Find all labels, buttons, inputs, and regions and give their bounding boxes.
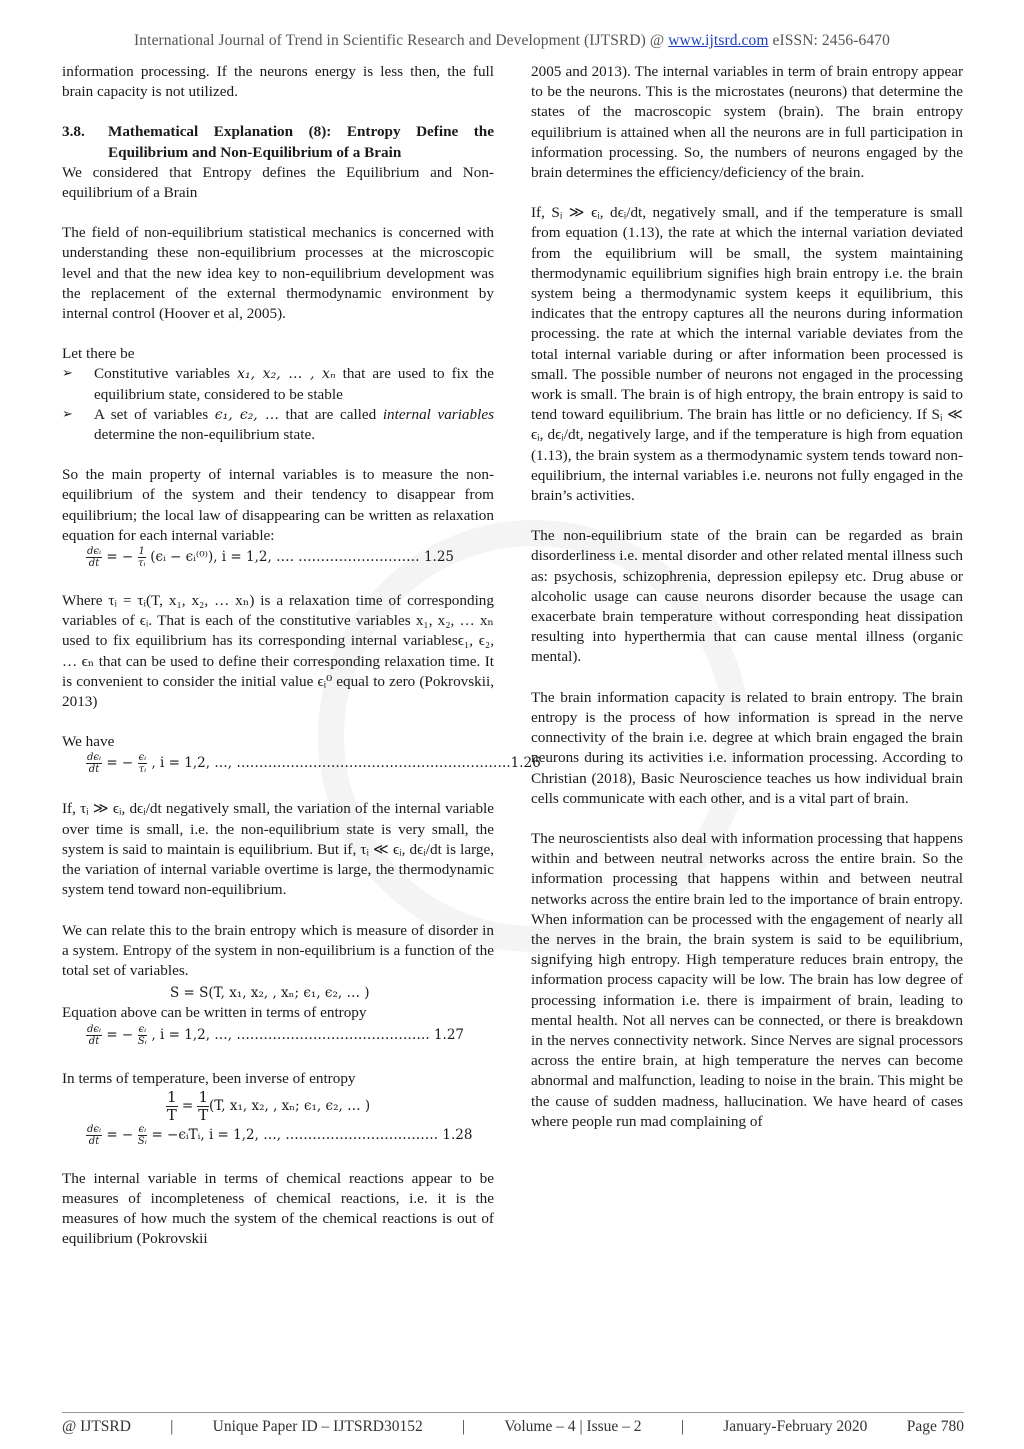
footer-separator: | [680,1418,684,1435]
emphasis-text: internal variables [382,405,494,423]
paragraph: We considered that Entropy defines the Equilibrium and Non-equilibrium of a Brain [62,163,494,202]
paragraph: Equation above can be written in terms of entropy [62,1004,367,1022]
paragraph: The internal variable in terms of chemical reactions appear to be measures of incompleteness of chemical reactions, i.e. it is the measures of how much the system of the chemical reactions is out of equilibrium (Pokrovskii [62,1169,494,1248]
equation-1-27: $\frac{\text{dϵᵢ}}{dt}$ = − $\frac{\text{ϵᵢ}}{\text{Sᵢ}}$ , i = 1,2, …, ……………………………………. 1.27 [87,1023,465,1047]
paragraph: So the main property of internal variables is to measure the non-equilibrium of the system and their tendency to disappear from equilibrium; the local law of disappearing can be written as relaxation equation for each internal variable: [62,466,494,544]
paragraph: The field of non-equilibrium statistical mechanics is concerned with understanding these non-equilibrium processes at the microscopic level and that the new idea key to non-equilibrium development was the replacement of the external thermodynamic environment by internal control (Hoover et al, 2005). [62,224,494,323]
journal-url[interactable]: www.ijtsrd.com [668,32,769,49]
footer-paper-id: Unique Paper ID – IJTSRD30152 [212,1418,423,1435]
fraction: $\frac{\text{dϵᵢ}}{dt}$ [87,752,102,776]
footer-separator: | [170,1418,174,1435]
footer-separator: | [462,1418,466,1435]
paragraph: In terms of temperature, been inverse of entropy [62,1069,356,1087]
fraction: $\frac{\text{dϵᵢ}}{dt}$ [87,546,102,570]
list-item [62,364,494,404]
let-line: Let there be [62,345,135,363]
we-have-line: We have [62,733,115,751]
paragraph: 2005 and 2013). The internal variables in term of brain entropy appear to be the neurons. This is the microstates (neurons) that determine the states of the macroscopic system (brain). The brain entropy equilibrium is attained when all the neurons are in full participation in information processing. So, the numbers of neurons engaged by the brain determines the efficiency/deficiency of the brain. [531,63,963,182]
fraction: $\frac{1}{T}$ [166,1087,177,1124]
section-number: 3.8. [62,123,85,141]
arrow-bullet-icon: ➢ [62,366,73,382]
bullet-list [62,364,494,445]
section-title: Mathematical Explanation (8): Entropy Define the Equilibrium and Non-Equilibrium of a Brain [108,123,494,161]
bullet-text: determine the non-equilibrium state. [94,426,315,444]
paragraph: The brain information capacity is related to brain entropy. The brain entropy is the process of how information is spread in the nerve connectivity of the brain i.e. degree at which brain engaged the brain neurons during its activities i.e. information processing. According to Christian (2018), Basic Neuroscience teaches us how individual brain cells communicate with each other, and is a vital part of brain. [531,688,963,807]
fraction: $\frac{\text{ϵᵢ}}{\text{Sᵢ}}$ [137,1023,147,1047]
footer-divider [62,1412,964,1413]
issn: eISSN: 2456-6470 [772,32,890,49]
footer-site: @ IJTSRD [62,1418,131,1435]
paragraph: Where τᵢ = τᵢ(T, x₁, x₂, … xₙ) is a relaxation time of corresponding variables of ϵᵢ. That is each of the constitutive variables x₁, x₂, … xₙ used to fix equilibrium has its corresponding internal variablesϵ₁, ϵ₂, … ϵₙ that can be used to define their corresponding relaxation time. It is convenient to consider the initial value ϵᵢ⁰ equal to zero (Pokrovskii, 2013) [62,592,494,711]
fraction: $\frac{\text{ϵᵢ}}{\text{τᵢ}}$ [138,752,147,776]
fraction: $\frac{1}{T}$ [198,1087,209,1124]
paragraph: The neuroscientists also deal with information processing that happens within and between neutral networks across the entire brain. So the information processing that happens within and between neutral networks across the entire brain led to the importance of brain entropy. When information can be processed with the engagement of nearly all the nerves in the brain, the brain system is said to be equilibrium, signifying high entropy. High temperature reduces brain entropy, the information process capacity will be low. The brain has low degree of processing information i.e. there is impairment of brain, leading to mental health. Not all nerves can be connected, or there is breakdown in the nerves connectivity network. Since Nerves are signal processors across the entire brain, at high temperature the nerves can become abnormal and malfunction, leading to noise in the brain. This might be the cause of sudden madness, hallucination. We have heard of cases where people run mad complaining of [531,829,963,1130]
math-inline: ϵ₁, ϵ₂, … [214,406,279,423]
arrow-bullet-icon: ➢ [62,406,73,422]
fraction: $\frac{\text{ϵᵢ}}{\text{Sᵢ}}$ [137,1123,147,1147]
section-heading [62,122,494,162]
footer-date: January-February 2020 [723,1418,868,1435]
right-column [531,62,963,1152]
bullet-text: A set of variables [94,405,215,423]
bullet-text: Constitutive variables [94,365,238,383]
footer-volume: Volume – 4 | Issue – 2 [504,1418,642,1435]
paragraph: The non-equilibrium state of the brain can be regarded as brain disorderliness i.e. mental disorder and other related mental illness such as: psychosis, schizophrenia, depression epilepsy etc. Drug abuse or alcoholic usage can cause neurons disorder because the usage can exacerbate brain temperature without corresponding heat dissipation resulting into hyperthermia that can cause mental illness (organic mental). [531,527,963,666]
math-inline: x₁, x₂, … , xₙ [237,366,336,383]
running-footer [62,1418,964,1436]
equation-entropy: S = S(T, x₁, x₂, , xₙ; ϵ₁, ϵ₂, … ) [170,985,370,1002]
left-column [62,62,541,1270]
journal-name: International Journal of Trend in Scientific Research and Development (IJTSRD) @ [134,32,665,49]
equation-1-25: $\frac{\text{dϵᵢ}}{dt}$ = − $\frac{1}{\text{τᵢ}}$ (ϵᵢ − ϵᵢ⁽⁰⁾), i = 1,2, …. ……………………… 1.25 [87,546,455,570]
bullet-text: that are called [278,405,383,423]
equation-1-26: $\frac{\text{dϵᵢ}}{dt}$ = − $\frac{\text{ϵᵢ}}{\text{τᵢ}}$ , i = 1,2, …, …………………………………………………….1.26 [87,752,541,776]
page-number: Page 780 [906,1418,964,1435]
paragraph: We can relate this to the brain entropy which is measure of disorder in a system. Entropy of the system in non-equilibrium is a function of the total set of variables. [62,921,494,979]
fraction: $\frac{\text{dϵᵢ}}{dt}$ [87,1023,102,1047]
paragraph: If, Sᵢ ≫ ϵᵢ, dϵᵢ/dt, negatively small, and if the temperature is small from equation (1.13), the rate at which the internal variation deviated from the equilibrium will be small, the system maintaining thermodynamic equilibrium signifies high brain entropy i.e. the brain system being a thermodynamic system keeps it equilibrium, this indicates that the entropy captures all the neurons during information processing. the rate at which the internal variable deviates from the total internal variable during or after information been processed is small. The possible number of neurons not engaged in the processing work is small. The brain is of high entropy, the brain entropy is said to tend toward equilibrium. The brain has little or no deficiency. If Sᵢ ≪ ϵᵢ, dϵᵢ/dt, negatively large, and if the temperature is high from equation (1.13), the brain system as a thermodynamic system tends toward non-equilibrium, the internal variables i.e. neurons not fully engaged in the brain’s activities. [531,204,963,505]
paragraph: If, τᵢ ≫ ϵᵢ, dϵᵢ/dt negatively small, the variation of the internal variable over time is small, i.e. the non-equilibrium state is very small, the system is said to maintain is equilibrium. But if, τᵢ ≪ ϵᵢ, dϵᵢ/dt is large, the variation of internal variable overtime is large, the thermodynamic system tend toward non-equilibrium. [62,800,494,899]
list-item [62,405,494,445]
fraction: $\frac{\text{dϵᵢ}}{dt}$ [87,1123,102,1147]
fraction: $\frac{1}{\text{τᵢ}}$ [137,546,146,570]
paragraph: information processing. If the neurons energy is less then, the full brain capacity is not utilized. [62,63,494,101]
bullet-text: that are used to fix the equilibrium state, considered to be stable [94,365,494,403]
equation-temperature: $\frac{1}{T}$ = $\frac{1}{T}$ (T, x₁, x₂, , xₙ; ϵ₁, ϵ₂, … ) [166,1087,371,1124]
running-header [0,32,1024,50]
equation-1-28: $\frac{\text{dϵᵢ}}{dt}$ = − $\frac{\text{ϵᵢ}}{\text{Sᵢ}}$ = −ϵᵢTᵢ, i = 1,2, …, ……………………………. 1.28 [87,1123,473,1147]
